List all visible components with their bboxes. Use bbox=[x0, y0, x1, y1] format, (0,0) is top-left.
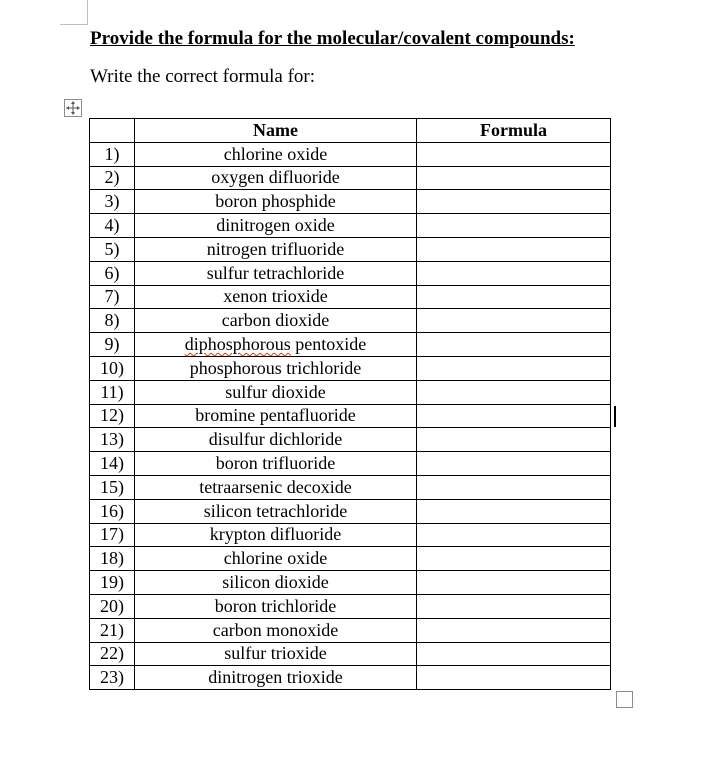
spellcheck-flagged-word[interactable]: diphosphorous bbox=[184, 334, 291, 355]
row-number-cell[interactable]: 8) bbox=[90, 309, 135, 333]
row-number-cell[interactable]: 1) bbox=[90, 142, 135, 166]
row-number-cell[interactable]: 4) bbox=[90, 214, 135, 238]
compound-name-cell[interactable]: xenon trioxide bbox=[135, 285, 417, 309]
formula-answer-cell[interactable] bbox=[417, 380, 611, 404]
compound-name-cell[interactable]: carbon monoxide bbox=[135, 618, 417, 642]
table-row bbox=[90, 166, 611, 190]
formula-answer-cell[interactable] bbox=[417, 285, 611, 309]
table-row bbox=[90, 333, 611, 357]
row-number-cell[interactable]: 20) bbox=[90, 594, 135, 618]
table-row bbox=[90, 452, 611, 476]
table-row bbox=[90, 642, 611, 666]
table-header-row bbox=[90, 119, 611, 143]
compound-name-cell[interactable]: carbon dioxide bbox=[135, 309, 417, 333]
table-row bbox=[90, 190, 611, 214]
row-number-cell[interactable]: 5) bbox=[90, 237, 135, 261]
compound-name-cell[interactable]: krypton difluoride bbox=[135, 523, 417, 547]
compound-name-cell[interactable]: dinitrogen trioxide bbox=[135, 666, 417, 690]
compound-name-cell[interactable]: bromine pentafluoride bbox=[135, 404, 417, 428]
compound-name-rest: pentoxide bbox=[290, 334, 367, 355]
compound-name-cell[interactable] bbox=[135, 333, 417, 357]
compound-name-cell[interactable]: sulfur dioxide bbox=[135, 380, 417, 404]
formula-answer-cell[interactable] bbox=[417, 214, 611, 238]
page-margin-corner-mark bbox=[60, 0, 88, 25]
text-cursor bbox=[614, 406, 616, 427]
row-number-cell[interactable]: 10) bbox=[90, 356, 135, 380]
row-number-cell[interactable]: 17) bbox=[90, 523, 135, 547]
formula-answer-cell[interactable] bbox=[417, 547, 611, 571]
row-number-cell[interactable]: 12) bbox=[90, 404, 135, 428]
formula-answer-cell[interactable] bbox=[417, 404, 611, 428]
row-number-cell[interactable]: 11) bbox=[90, 380, 135, 404]
formula-answer-cell[interactable] bbox=[417, 475, 611, 499]
table-row bbox=[90, 142, 611, 166]
row-number-cell[interactable]: 9) bbox=[90, 333, 135, 357]
table-row bbox=[90, 547, 611, 571]
table-row bbox=[90, 214, 611, 238]
table-row bbox=[90, 475, 611, 499]
table-row bbox=[90, 571, 611, 595]
compound-name-cell[interactable]: dinitrogen oxide bbox=[135, 214, 417, 238]
row-number-cell[interactable]: 23) bbox=[90, 666, 135, 690]
four-way-arrow-move-icon bbox=[65, 100, 81, 116]
formula-answer-cell[interactable] bbox=[417, 642, 611, 666]
compound-name-cell[interactable]: chlorine oxide bbox=[135, 142, 417, 166]
compound-name-cell[interactable]: boron trifluoride bbox=[135, 452, 417, 476]
formula-answer-cell[interactable] bbox=[417, 237, 611, 261]
table-row bbox=[90, 356, 611, 380]
formula-answer-cell[interactable] bbox=[417, 666, 611, 690]
compounds-table[interactable] bbox=[89, 118, 611, 690]
table-move-handle[interactable] bbox=[64, 99, 82, 117]
table-row bbox=[90, 523, 611, 547]
table-row bbox=[90, 237, 611, 261]
table-row bbox=[90, 594, 611, 618]
row-number-cell[interactable]: 14) bbox=[90, 452, 135, 476]
formula-answer-cell[interactable] bbox=[417, 571, 611, 595]
compound-name-cell[interactable]: phosphorous trichloride bbox=[135, 356, 417, 380]
row-number-cell[interactable]: 13) bbox=[90, 428, 135, 452]
name-column-header[interactable]: Name bbox=[135, 119, 417, 143]
table-row bbox=[90, 618, 611, 642]
compound-name-cell[interactable]: nitrogen trifluoride bbox=[135, 237, 417, 261]
formula-answer-cell[interactable] bbox=[417, 499, 611, 523]
compound-name-cell[interactable]: silicon dioxide bbox=[135, 571, 417, 595]
row-number-cell[interactable]: 21) bbox=[90, 618, 135, 642]
formula-answer-cell[interactable] bbox=[417, 452, 611, 476]
compound-name-cell[interactable]: boron phosphide bbox=[135, 190, 417, 214]
formula-column-header[interactable]: Formula bbox=[417, 119, 611, 143]
table-row bbox=[90, 404, 611, 428]
compound-name-cell[interactable]: silicon tetrachloride bbox=[135, 499, 417, 523]
table-row bbox=[90, 285, 611, 309]
formula-answer-cell[interactable] bbox=[417, 523, 611, 547]
instruction-text: Write the correct formula for: bbox=[90, 66, 316, 87]
formula-answer-cell[interactable] bbox=[417, 190, 611, 214]
row-number-cell[interactable]: 18) bbox=[90, 547, 135, 571]
number-column-header[interactable] bbox=[90, 119, 135, 143]
table-resize-handle[interactable] bbox=[616, 691, 633, 708]
formula-answer-cell[interactable] bbox=[417, 356, 611, 380]
compound-name-cell[interactable]: boron trichloride bbox=[135, 594, 417, 618]
formula-answer-cell[interactable] bbox=[417, 428, 611, 452]
table-row bbox=[90, 309, 611, 333]
row-number-cell[interactable]: 15) bbox=[90, 475, 135, 499]
compound-name-cell[interactable]: oxygen difluoride bbox=[135, 166, 417, 190]
formula-answer-cell[interactable] bbox=[417, 309, 611, 333]
formula-answer-cell[interactable] bbox=[417, 166, 611, 190]
compound-name-cell[interactable]: tetraarsenic decoxide bbox=[135, 475, 417, 499]
row-number-cell[interactable]: 6) bbox=[90, 261, 135, 285]
compound-name-cell[interactable]: chlorine oxide bbox=[135, 547, 417, 571]
formula-answer-cell[interactable] bbox=[417, 594, 611, 618]
row-number-cell[interactable]: 7) bbox=[90, 285, 135, 309]
formula-answer-cell[interactable] bbox=[417, 618, 611, 642]
formula-answer-cell[interactable] bbox=[417, 333, 611, 357]
table-row bbox=[90, 380, 611, 404]
compound-name-cell[interactable]: sulfur tetrachloride bbox=[135, 261, 417, 285]
row-number-cell[interactable]: 2) bbox=[90, 166, 135, 190]
row-number-cell[interactable]: 19) bbox=[90, 571, 135, 595]
document-heading: Provide the formula for the molecular/covalent compounds: bbox=[90, 28, 575, 49]
table-row bbox=[90, 261, 611, 285]
formula-answer-cell[interactable] bbox=[417, 261, 611, 285]
compound-name-cell[interactable]: disulfur dichloride bbox=[135, 428, 417, 452]
row-number-cell[interactable]: 22) bbox=[90, 642, 135, 666]
table-row bbox=[90, 499, 611, 523]
row-number-cell[interactable]: 16) bbox=[90, 499, 135, 523]
row-number-cell[interactable]: 3) bbox=[90, 190, 135, 214]
formula-answer-cell[interactable] bbox=[417, 142, 611, 166]
compound-name-cell[interactable]: sulfur trioxide bbox=[135, 642, 417, 666]
table-row bbox=[90, 428, 611, 452]
table-row bbox=[90, 666, 611, 690]
